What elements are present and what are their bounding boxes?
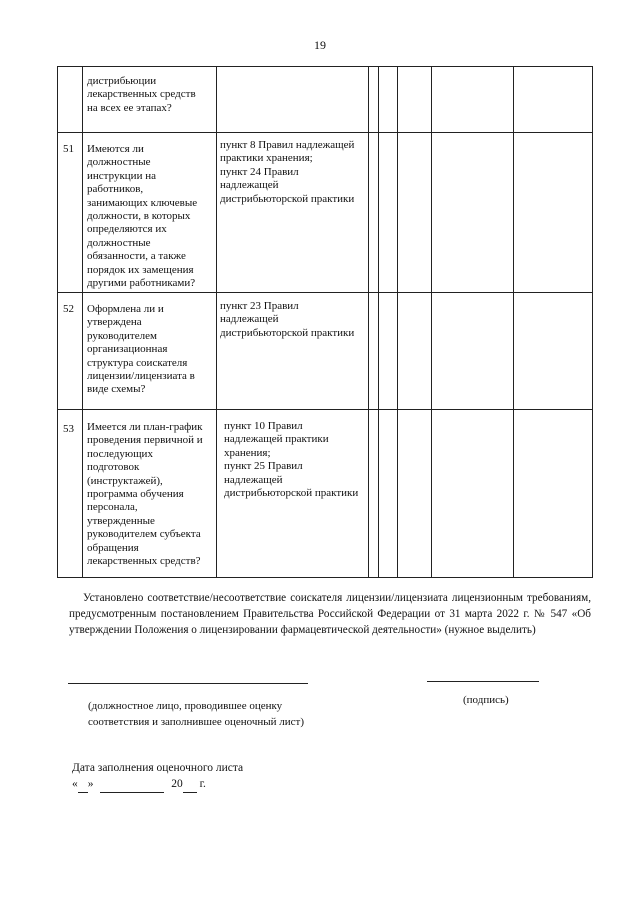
date-close-quote: »: [87, 778, 94, 790]
reference-cell: пункт 10 Правил надлежащей практики хранения; пункт 25 Правил надлежащей дистрибьюторской практики: [224, 420, 359, 500]
date-label: Дата заполнения оценочного листа: [72, 762, 244, 774]
year-suffix: г.: [199, 778, 206, 790]
year-prefix: 20: [171, 778, 183, 790]
assessment-table: [57, 66, 592, 578]
question-cell: Имеется ли план-график проведения первичной и последующих подготовок (инструктажей), программа обучения персонала, утвержденные руководителем субъекта обращения лекарственных средств?: [87, 421, 203, 568]
year-blank: [183, 776, 197, 793]
compliance-statement: Установлено соответствие/несоответствие соискателя лицензии/лицензиата лицензионным требованиям, предусмотренным постановлением Правительства Российской Федерации от 31 марта 2022 г. № 547 «Об утверждении Положения о лицензировании фармацевтической деятельности» (нужное выделить): [69, 592, 591, 636]
reference-cell: пункт 23 Правил надлежащей дистрибьюторской практики: [220, 300, 355, 339]
day-blank: [78, 776, 88, 793]
row-number: 51: [63, 143, 74, 155]
date-block: [72, 760, 243, 793]
date-field: [72, 776, 243, 793]
signature-line: [427, 681, 539, 682]
date-open-quote: «: [72, 778, 78, 790]
official-caption: (должностное лицо, проводившее оценку соответствия и заполнившее оценочный лист): [88, 700, 305, 728]
question-cell: Оформлена ли и утверждена руководителем организационная структура соискателя лицензии/лицензиата в виде схемы?: [87, 303, 195, 396]
official-line: [68, 683, 308, 684]
reference-cell: пункт 8 Правил надлежащей практики хранения; пункт 24 Правил надлежащей дистрибьюторской практики: [220, 139, 355, 205]
question-cell: Имеются ли должностные инструкции на работников, занимающих ключевые должности, в которых определяются их должностные обязанности, а также порядок их замещения другими работниками?: [87, 143, 198, 290]
signature-caption: (подпись): [463, 694, 509, 706]
row-number: 53: [63, 423, 74, 435]
row-number: 52: [63, 303, 74, 315]
page-number: 19: [314, 38, 326, 52]
month-blank: [100, 776, 164, 793]
question-cell: дистрибьюции лекарственных средств на всех ее этапах?: [87, 75, 196, 114]
